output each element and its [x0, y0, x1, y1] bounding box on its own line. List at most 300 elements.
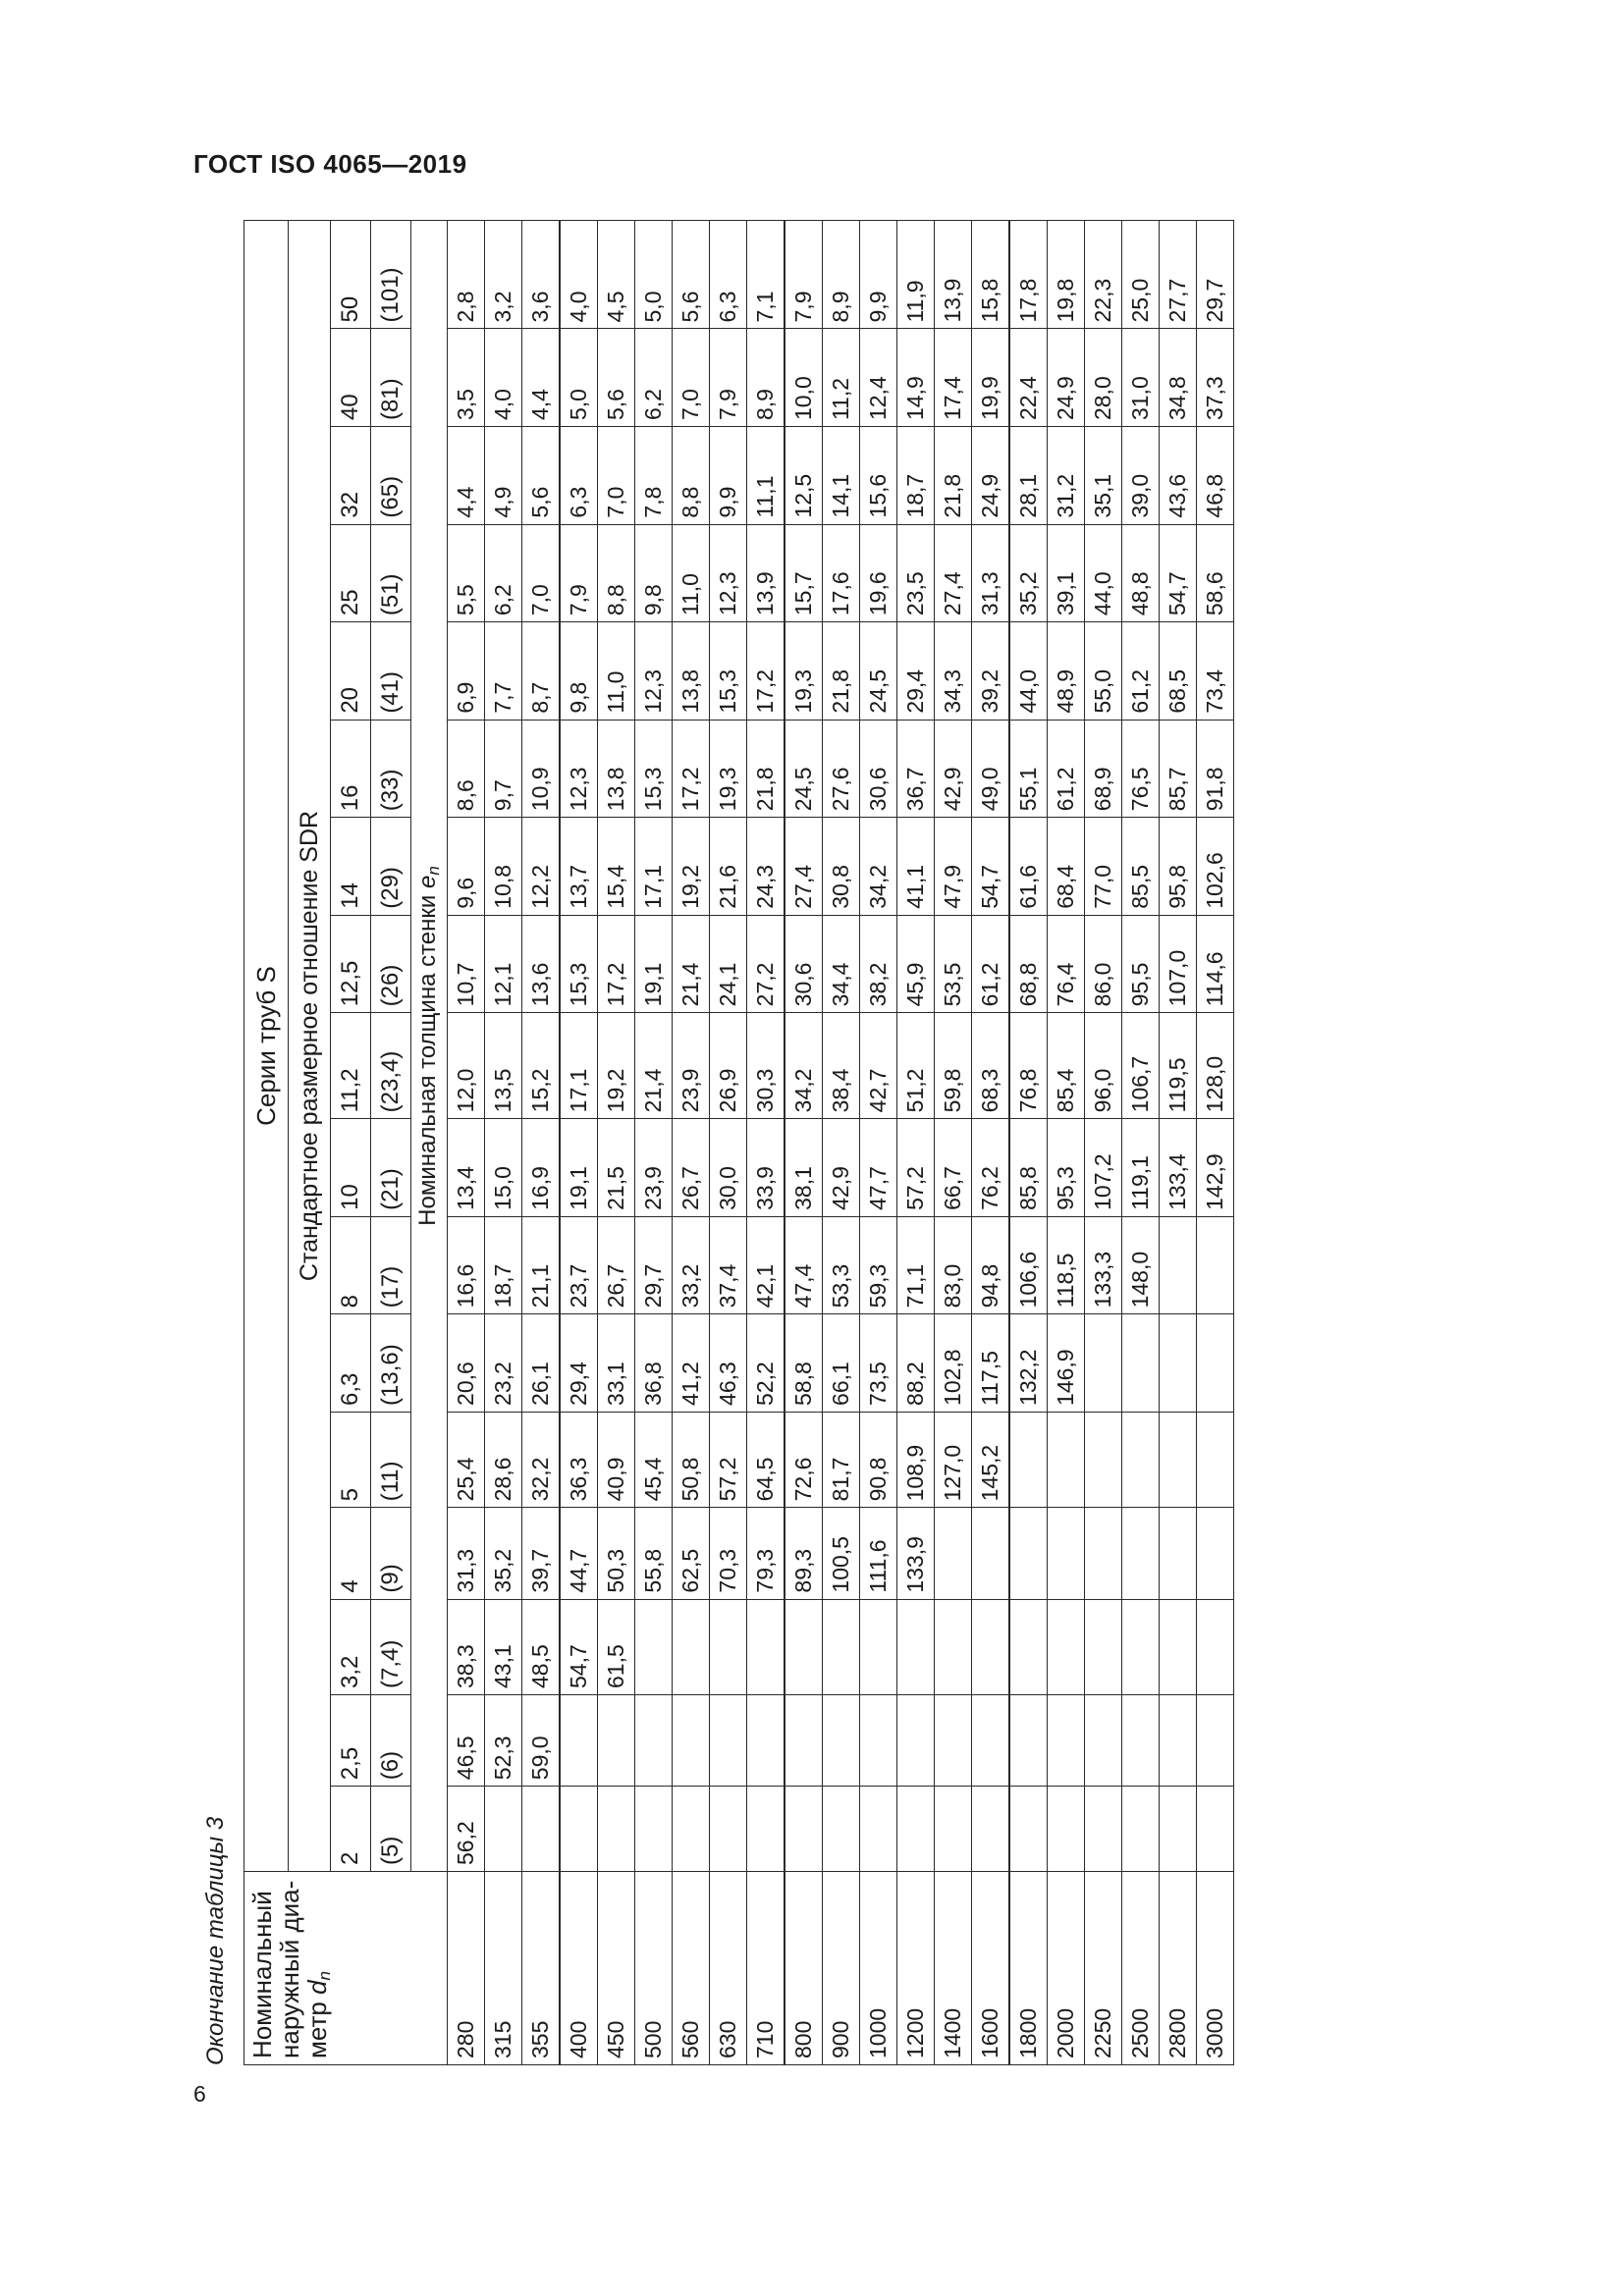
wall-thickness-cell: 39,0 — [1122, 427, 1160, 525]
wall-thickness-cell: 30,0 — [710, 1119, 747, 1217]
wall-thickness-cell — [1160, 1787, 1197, 1872]
wall-thickness-cell: 19,1 — [635, 915, 673, 1013]
wall-thickness-cell: 23,5 — [897, 524, 935, 622]
wall-thickness-cell: 9,7 — [485, 720, 522, 818]
wall-thickness-cell: 95,5 — [1122, 915, 1160, 1013]
wall-thickness-cell — [860, 1695, 897, 1787]
corner-header-cell — [244, 1872, 448, 2065]
wall-thickness-cell — [1197, 1216, 1234, 1314]
wall-thickness-cell: 19,1 — [560, 1119, 598, 1217]
wall-thickness-cell: 17,1 — [560, 1013, 598, 1119]
wall-thickness-cell: 34,3 — [935, 622, 972, 721]
wall-thickness-cell: 36,3 — [560, 1412, 598, 1507]
wall-thickness-cell: 48,8 — [1122, 524, 1160, 622]
wall-thickness-cell: 3,2 — [485, 221, 522, 329]
wall-thickness-cell: 61,6 — [1009, 818, 1048, 916]
wall-thickness-cell: 29,7 — [1197, 221, 1234, 329]
wall-thickness-cell: 31,2 — [1048, 427, 1085, 525]
wall-thickness-cell: 17,8 — [1009, 221, 1048, 329]
wall-thickness-cell: 2,8 — [448, 221, 485, 329]
wall-thickness-cell: 33,9 — [747, 1119, 785, 1217]
wall-thickness-cell: 83,0 — [935, 1216, 972, 1314]
wall-thickness-cell: 61,5 — [598, 1599, 635, 1694]
wall-thickness-cell: 30,3 — [747, 1013, 785, 1119]
wall-thickness-cell: 25,4 — [448, 1412, 485, 1507]
wall-thickness-cell — [1048, 1599, 1085, 1694]
wall-thickness-cell: 37,4 — [710, 1216, 747, 1314]
wall-thickness-cell: 12,3 — [635, 622, 673, 721]
wall-thickness-cell — [1085, 1787, 1122, 1872]
wall-thickness-cell: 26,1 — [522, 1314, 561, 1413]
rotated-table-area — [189, 220, 1278, 2065]
wall-thickness-cell: 46,8 — [1197, 427, 1234, 525]
wall-thickness-cell — [972, 1599, 1010, 1694]
sdr-value: (41) — [371, 622, 411, 721]
wall-thickness-cell: 55,0 — [1085, 622, 1122, 721]
wall-thickness-cell: 132,2 — [1009, 1314, 1048, 1413]
wall-thickness-cell — [1122, 1787, 1160, 1872]
table-row — [897, 221, 935, 2065]
series-s-value: 2 — [331, 1787, 371, 1872]
wall-thickness-cell: 29,4 — [560, 1314, 598, 1413]
wall-thickness-cell: 6,3 — [710, 221, 747, 329]
wall-thickness-cell: 59,0 — [522, 1695, 561, 1787]
wall-thickness-cell: 38,2 — [860, 915, 897, 1013]
wall-thickness-cell: 9,6 — [448, 818, 485, 916]
sdr-header: Стандартное размерное отношение SDR — [289, 221, 331, 1872]
wall-thickness-cell: 5,6 — [673, 221, 710, 329]
wall-thickness-cell: 15,7 — [785, 524, 823, 622]
table-row — [1122, 221, 1160, 2065]
wall-thickness-cell: 14,9 — [897, 329, 935, 427]
wall-thickness-cell: 5,5 — [448, 524, 485, 622]
wall-thickness-cell: 4,4 — [522, 329, 561, 427]
table-row — [860, 221, 897, 2065]
wall-thickness-cell: 19,3 — [710, 720, 747, 818]
table-row — [1085, 221, 1122, 2065]
wall-thickness-cell: 14,1 — [823, 427, 860, 525]
wall-thickness-cell — [897, 1787, 935, 1872]
wall-thickness-cell: 34,4 — [823, 915, 860, 1013]
wall-thickness-cell: 106,7 — [1122, 1013, 1160, 1119]
wall-thickness-cell: 45,9 — [897, 915, 935, 1013]
wall-thickness-cell: 9,8 — [560, 622, 598, 721]
wall-thickness-cell: 43,6 — [1160, 427, 1197, 525]
wall-thickness-cell: 117,5 — [972, 1314, 1010, 1413]
wall-thickness-cell — [1160, 1314, 1197, 1413]
wall-thickness-cell: 62,5 — [673, 1508, 710, 1599]
wall-thickness-cell: 37,3 — [1197, 329, 1234, 427]
wall-thickness-cell — [747, 1599, 785, 1694]
wall-thickness-cell — [560, 1695, 598, 1787]
wall-thickness-cell: 44,0 — [1009, 622, 1048, 721]
sdr-value: (26) — [371, 915, 411, 1013]
wall-thickness-cell: 4,5 — [598, 221, 635, 329]
wall-thickness-cell: 38,4 — [823, 1013, 860, 1119]
outer-diameter-cell: 315 — [485, 1872, 522, 2065]
wall-thickness-cell: 133,4 — [1160, 1119, 1197, 1217]
wall-thickness-cell: 34,2 — [860, 818, 897, 916]
wall-thickness-cell: 15,3 — [635, 720, 673, 818]
outer-diameter-cell: 500 — [635, 1872, 673, 2065]
page-number: 6 — [193, 2081, 206, 2107]
sdr-value: (23,4) — [371, 1013, 411, 1119]
wall-thickness-cell: 127,0 — [935, 1412, 972, 1507]
wall-thickness-cell: 22,4 — [1009, 329, 1048, 427]
table-caption: Окончание таблицы 3 — [202, 1816, 229, 2065]
wall-thickness-cell: 55,8 — [635, 1508, 673, 1599]
table-row — [560, 221, 598, 2065]
wall-thickness-cell — [860, 1787, 897, 1872]
outer-diameter-cell: 400 — [560, 1872, 598, 2065]
series-s-value: 4 — [331, 1508, 371, 1599]
wall-thickness-cell: 53,5 — [935, 915, 972, 1013]
series-s-value: 32 — [331, 427, 371, 525]
wall-thickness-cell: 15,3 — [560, 915, 598, 1013]
wall-thickness-cell: 13,9 — [935, 221, 972, 329]
wall-thickness-cell — [673, 1787, 710, 1872]
table-row — [598, 221, 635, 2065]
wall-thickness-cell: 107,2 — [1085, 1119, 1122, 1217]
table-row — [635, 221, 673, 2065]
wall-thickness-cell: 68,4 — [1048, 818, 1085, 916]
wall-thickness-cell: 58,6 — [1197, 524, 1234, 622]
wall-thickness-cell — [1009, 1599, 1048, 1694]
wall-thickness-cell: 46,3 — [710, 1314, 747, 1413]
wall-thickness-cell — [823, 1787, 860, 1872]
wall-thickness-cell: 12,2 — [522, 818, 561, 916]
wall-thickness-cell: 21,5 — [598, 1119, 635, 1217]
wall-thickness-cell: 12,3 — [710, 524, 747, 622]
wall-thickness-cell: 5,6 — [598, 329, 635, 427]
series-s-value: 2,5 — [331, 1695, 371, 1787]
wall-thickness-cell: 31,3 — [972, 524, 1010, 622]
wall-thickness-cell: 111,6 — [860, 1508, 897, 1599]
wall-thickness-cell: 30,6 — [860, 720, 897, 818]
wall-thickness-cell: 107,0 — [1160, 915, 1197, 1013]
wall-thickness-cell: 91,8 — [1197, 720, 1234, 818]
wall-thickness-cell: 102,6 — [1197, 818, 1234, 916]
wall-thickness-cell — [1122, 1412, 1160, 1507]
wall-thickness-cell: 40,9 — [598, 1412, 635, 1507]
wall-thickness-cell: 21,6 — [710, 818, 747, 916]
table-row — [1197, 221, 1234, 2065]
wall-thickness-cell: 10,7 — [448, 915, 485, 1013]
wall-thickness-cell: 96,0 — [1085, 1013, 1122, 1119]
wall-thickness-cell — [935, 1787, 972, 1872]
wall-thickness-cell — [485, 1787, 522, 1872]
series-s-value: 10 — [331, 1119, 371, 1217]
wall-thickness-cell — [1197, 1412, 1234, 1507]
wall-thickness-cell — [785, 1787, 823, 1872]
wall-thickness-cell: 68,3 — [972, 1013, 1010, 1119]
wall-thickness-cell: 18,7 — [897, 427, 935, 525]
wall-thickness-cell — [560, 1787, 598, 1872]
wall-thickness-cell: 24,3 — [747, 818, 785, 916]
wall-thickness-cell — [710, 1787, 747, 1872]
sdr-value: (9) — [371, 1508, 411, 1599]
wall-thickness-cell: 102,8 — [935, 1314, 972, 1413]
wall-thickness-cell — [747, 1695, 785, 1787]
sdr-value: (6) — [371, 1695, 411, 1787]
sdr-value: (101) — [371, 221, 411, 329]
wall-thickness-cell: 13,8 — [673, 622, 710, 721]
wall-thickness-cell: 76,5 — [1122, 720, 1160, 818]
wall-thickness-cell: 57,2 — [710, 1412, 747, 1507]
wall-thickness-cell: 64,5 — [747, 1412, 785, 1507]
series-s-value: 14 — [331, 818, 371, 916]
wall-thickness-cell: 41,2 — [673, 1314, 710, 1413]
wall-thickness-cell: 29,4 — [897, 622, 935, 721]
wall-thickness-cell: 13,8 — [598, 720, 635, 818]
corner-label-text: Номинальный наружный диа-метр — [247, 1880, 332, 2058]
wall-thickness-cell: 61,2 — [1122, 622, 1160, 721]
wall-thickness-cell: 42,7 — [860, 1013, 897, 1119]
wall-thickness-cell: 17,2 — [747, 622, 785, 721]
wall-thickness-cell: 6,2 — [635, 329, 673, 427]
wall-thickness-cell: 36,8 — [635, 1314, 673, 1413]
wall-thickness-cell — [673, 1599, 710, 1694]
wall-thickness-cell: 9,9 — [710, 427, 747, 525]
wall-thickness-cell — [1197, 1599, 1234, 1694]
wall-label-subscript: n — [424, 866, 443, 876]
wall-thickness-cell: 34,8 — [1160, 329, 1197, 427]
wall-thickness-cell: 6,9 — [448, 622, 485, 721]
wall-thickness-cell: 52,3 — [485, 1695, 522, 1787]
wall-thickness-cell: 9,9 — [860, 221, 897, 329]
wall-thickness-cell: 15,3 — [710, 622, 747, 721]
wall-thickness-cell — [635, 1787, 673, 1872]
series-s-value: 50 — [331, 221, 371, 329]
outer-diameter-cell: 2800 — [1160, 1872, 1197, 2065]
wall-thickness-cell: 34,2 — [785, 1013, 823, 1119]
wall-thickness-cell — [1160, 1508, 1197, 1599]
wall-thickness-cell: 54,7 — [560, 1599, 598, 1694]
series-header: Серии труб S — [244, 221, 289, 1872]
sdr-value: (5) — [371, 1787, 411, 1872]
wall-thickness-cell: 11,0 — [673, 524, 710, 622]
wall-thickness-cell: 4,0 — [560, 221, 598, 329]
wall-thickness-cell: 89,3 — [785, 1508, 823, 1599]
wall-thickness-cell — [897, 1599, 935, 1694]
wall-thickness-cell: 118,5 — [1048, 1216, 1085, 1314]
wall-thickness-cell: 7,9 — [785, 221, 823, 329]
wall-thickness-cell — [1197, 1314, 1234, 1413]
wall-thickness-cell: 85,7 — [1160, 720, 1197, 818]
wall-thickness-cell: 68,5 — [1160, 622, 1197, 721]
outer-diameter-cell: 1000 — [860, 1872, 897, 2065]
outer-diameter-cell: 1400 — [935, 1872, 972, 2065]
wall-thickness-cell: 4,9 — [485, 427, 522, 525]
wall-thickness-cell: 31,0 — [1122, 329, 1160, 427]
wall-thickness-cell: 43,1 — [485, 1599, 522, 1694]
wall-thickness-cell: 32,2 — [522, 1412, 561, 1507]
wall-thickness-cell: 26,7 — [673, 1119, 710, 1217]
outer-diameter-cell: 280 — [448, 1872, 485, 2065]
wall-thickness-cell — [972, 1508, 1010, 1599]
wall-thickness-cell: 12,1 — [485, 915, 522, 1013]
table-row — [1048, 221, 1085, 2065]
wall-thickness-cell: 24,5 — [785, 720, 823, 818]
wall-thickness-header — [411, 221, 448, 1872]
wall-thickness-cell: 59,3 — [860, 1216, 897, 1314]
wall-thickness-cell: 36,7 — [897, 720, 935, 818]
wall-thickness-cell: 4,4 — [448, 427, 485, 525]
series-s-value: 3,2 — [331, 1599, 371, 1694]
wall-thickness-cell: 51,2 — [897, 1013, 935, 1119]
wall-thickness-cell: 38,1 — [785, 1119, 823, 1217]
table-row — [448, 221, 485, 2065]
wall-label-text: Номинальная толщина стенки — [414, 888, 441, 1226]
wall-thickness-cell: 133,9 — [897, 1508, 935, 1599]
wall-thickness-cell — [1085, 1314, 1122, 1413]
wall-thickness-cell: 88,2 — [897, 1314, 935, 1413]
wall-thickness-cell — [1122, 1314, 1160, 1413]
wall-thickness-cell: 71,1 — [897, 1216, 935, 1314]
wall-thickness-cell: 15,8 — [972, 221, 1010, 329]
sdr-value: (29) — [371, 818, 411, 916]
wall-thickness-cell — [823, 1599, 860, 1694]
wall-thickness-cell: 54,7 — [972, 818, 1010, 916]
wall-thickness-cell: 90,8 — [860, 1412, 897, 1507]
wall-thickness-cell: 108,9 — [897, 1412, 935, 1507]
wall-thickness-cell: 7,0 — [522, 524, 561, 622]
wall-thickness-cell: 70,3 — [710, 1508, 747, 1599]
wall-thickness-cell: 56,2 — [448, 1787, 485, 1872]
wall-thickness-cell: 28,6 — [485, 1412, 522, 1507]
outer-diameter-cell: 2500 — [1122, 1872, 1160, 2065]
wall-thickness-cell: 21,8 — [747, 720, 785, 818]
series-s-value: 20 — [331, 622, 371, 721]
wall-thickness-cell: 8,8 — [673, 427, 710, 525]
wall-thickness-cell: 50,3 — [598, 1508, 635, 1599]
wall-thickness-cell: 85,5 — [1122, 818, 1160, 916]
wall-thickness-cell: 10,8 — [485, 818, 522, 916]
wall-thickness-cell: 8,8 — [598, 524, 635, 622]
wall-thickness-cell: 81,7 — [823, 1412, 860, 1507]
wall-thickness-cell: 7,0 — [673, 329, 710, 427]
sdr-value: (65) — [371, 427, 411, 525]
series-s-value: 40 — [331, 329, 371, 427]
wall-thickness-cell: 142,9 — [1197, 1119, 1234, 1217]
wall-thickness-cell: 95,8 — [1160, 818, 1197, 916]
wall-thickness-cell — [1009, 1787, 1048, 1872]
corner-label-subscript: n — [315, 1970, 334, 1981]
wall-thickness-cell: 47,9 — [935, 818, 972, 916]
wall-thickness-cell: 3,6 — [522, 221, 561, 329]
wall-thickness-cell — [522, 1787, 561, 1872]
outer-diameter-cell: 1800 — [1009, 1872, 1048, 2065]
sdr-value: (81) — [371, 329, 411, 427]
wall-thickness-cell: 49,0 — [972, 720, 1010, 818]
wall-thickness-cell: 35,2 — [1009, 524, 1048, 622]
wall-thickness-cell: 66,7 — [935, 1119, 972, 1217]
wall-thickness-cell: 15,2 — [522, 1013, 561, 1119]
wall-thickness-cell: 79,3 — [747, 1508, 785, 1599]
wall-thickness-cell — [710, 1695, 747, 1787]
wall-thickness-cell: 17,2 — [598, 915, 635, 1013]
wall-thickness-cell: 28,0 — [1085, 329, 1122, 427]
outer-diameter-cell: 560 — [673, 1872, 710, 2065]
wall-thickness-cell: 8,9 — [747, 329, 785, 427]
wall-thickness-cell — [598, 1695, 635, 1787]
wall-thickness-cell: 11,9 — [897, 221, 935, 329]
wall-thickness-cell: 19,3 — [785, 622, 823, 721]
wall-thickness-cell: 68,9 — [1085, 720, 1122, 818]
wall-thickness-cell: 26,9 — [710, 1013, 747, 1119]
series-s-value: 6,3 — [331, 1314, 371, 1413]
wall-thickness-cell: 18,7 — [485, 1216, 522, 1314]
wall-thickness-cell — [1160, 1412, 1197, 1507]
wall-thickness-cell: 146,9 — [1048, 1314, 1085, 1413]
wall-thickness-cell: 42,9 — [823, 1119, 860, 1217]
wall-thickness-cell: 77,0 — [1085, 818, 1122, 916]
wall-thickness-cell — [860, 1599, 897, 1694]
wall-thickness-cell: 24,5 — [860, 622, 897, 721]
wall-thickness-cell: 20,6 — [448, 1314, 485, 1413]
wall-thickness-cell: 39,2 — [972, 622, 1010, 721]
wall-thickness-cell: 100,5 — [823, 1508, 860, 1599]
wall-thickness-cell: 11,0 — [598, 622, 635, 721]
wall-thickness-cell: 53,3 — [823, 1216, 860, 1314]
wall-thickness-cell: 42,1 — [747, 1216, 785, 1314]
wall-thickness-cell: 66,1 — [823, 1314, 860, 1413]
wall-thickness-cell: 17,1 — [635, 818, 673, 916]
wall-thickness-cell: 148,0 — [1122, 1216, 1160, 1314]
outer-diameter-cell: 710 — [747, 1872, 785, 2065]
wall-thickness-cell — [1085, 1599, 1122, 1694]
series-s-value: 16 — [331, 720, 371, 818]
wall-thickness-cell: 48,9 — [1048, 622, 1085, 721]
wall-thickness-cell — [1085, 1695, 1122, 1787]
wall-thickness-cell — [1048, 1695, 1085, 1787]
outer-diameter-cell: 900 — [823, 1872, 860, 2065]
wall-thickness-cell: 21,1 — [522, 1216, 561, 1314]
wall-thickness-cell: 5,0 — [635, 221, 673, 329]
outer-diameter-cell: 450 — [598, 1872, 635, 2065]
wall-thickness-cell — [1197, 1508, 1234, 1599]
wall-thickness-cell: 26,7 — [598, 1216, 635, 1314]
table-row — [935, 221, 972, 2065]
outer-diameter-cell: 3000 — [1197, 1872, 1234, 2065]
wall-thickness-cell: 33,1 — [598, 1314, 635, 1413]
outer-diameter-cell: 1200 — [897, 1872, 935, 2065]
wall-thickness-cell: 59,8 — [935, 1013, 972, 1119]
wall-thickness-cell: 72,6 — [785, 1412, 823, 1507]
wall-thickness-cell: 15,6 — [860, 427, 897, 525]
wall-thickness-cell: 23,9 — [673, 1013, 710, 1119]
wall-thickness-cell: 86,0 — [1085, 915, 1122, 1013]
wall-thickness-cell — [1160, 1695, 1197, 1787]
wall-thickness-cell: 38,3 — [448, 1599, 485, 1694]
wall-thickness-cell: 7,1 — [747, 221, 785, 329]
wall-thickness-cell: 24,1 — [710, 915, 747, 1013]
wall-thickness-cell: 76,4 — [1048, 915, 1085, 1013]
wall-thickness-cell: 73,4 — [1197, 622, 1234, 721]
wall-thickness-cell: 13,6 — [522, 915, 561, 1013]
wall-thickness-cell: 44,7 — [560, 1508, 598, 1599]
wall-thickness-cell: 19,6 — [860, 524, 897, 622]
wall-thickness-cell — [673, 1695, 710, 1787]
wall-thickness-cell: 12,3 — [560, 720, 598, 818]
wall-thickness-cell — [935, 1599, 972, 1694]
wall-thickness-cell: 48,5 — [522, 1599, 561, 1694]
wall-thickness-cell: 22,3 — [1085, 221, 1122, 329]
table-row — [972, 221, 1010, 2065]
wall-thickness-cell: 45,4 — [635, 1412, 673, 1507]
sdr-value: (7,4) — [371, 1599, 411, 1694]
series-s-value: 11,2 — [331, 1013, 371, 1119]
